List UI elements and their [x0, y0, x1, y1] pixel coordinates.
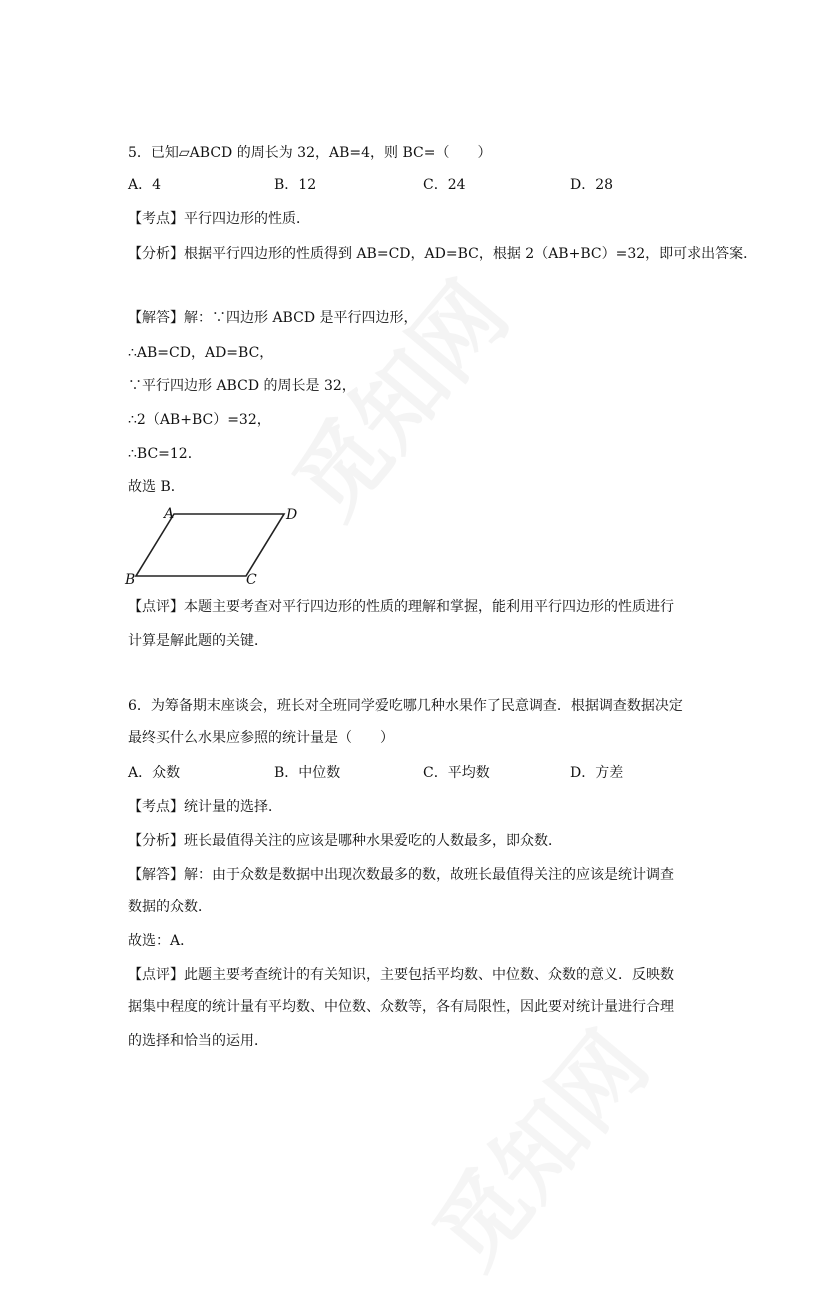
vertex-label-d: D — [286, 507, 298, 523]
q5-question: 5．已知▱ABCD 的周长为 32，AB=4，则 BC=（ ） — [128, 145, 492, 161]
q5-option-b: B．12 — [274, 177, 317, 193]
parallelogram-shape — [136, 514, 284, 576]
watermark — [258, 250, 531, 540]
q6-jieda-line-2: 数据的众数． — [128, 899, 212, 915]
q5-option-a: A．4 — [128, 177, 162, 193]
vertex-label-c: C — [246, 572, 257, 588]
q5-kaodian: 【考点】平行四边形的性质． — [128, 211, 310, 227]
q5-option-d: D．28 — [570, 177, 614, 193]
q5-fenxi: 【分析】根据平行四边形的性质得到 AB=CD，AD=BC，根据 2（AB+BC）=32，即可求出答案． — [128, 246, 758, 262]
q6-dianping-line-2: 据集中程度的统计量有平均数、中位数、众数等，各有局限性，因此要对统计量进行合理 — [128, 999, 674, 1015]
vertex-label-a: A — [164, 506, 175, 522]
q6-question-line-1: 6．为筹备期末座谈会，班长对全班同学爱吃哪几种水果作了民意调查．根据调查数据决定 — [128, 698, 683, 714]
parallelogram-figure — [122, 502, 302, 588]
q5-jieda-line-2: ∴AB=CD，AD=BC， — [128, 345, 274, 361]
q5-answer: 故选 B． — [128, 479, 185, 495]
q5-jieda-line-3: ∵平行四边形 ABCD 的周长是 32， — [128, 378, 356, 394]
q5-jieda-line-5: ∴BC=12． — [128, 446, 202, 462]
q6-jieda-line-1: 【解答】解：由于众数是数据中出现次数最多的数，故班长最值得关注的应该是统计调查 — [128, 867, 674, 883]
q6-question-line-2: 最终买什么水果应参照的统计量是（ ） — [128, 730, 394, 746]
q6-dianping-line-3: 的选择和恰当的运用． — [128, 1033, 268, 1049]
q6-option-d: D．方差 — [570, 765, 624, 781]
q5-jieda-line-1: 【解答】解：∵四边形 ABCD 是平行四边形， — [128, 310, 418, 326]
q5-dianping-line-2: 计算是解此题的关键． — [128, 633, 268, 649]
q6-option-c: C．平均数 — [423, 765, 490, 781]
vertex-label-b: B — [125, 572, 136, 588]
q6-option-a: A．众数 — [128, 765, 181, 781]
q6-dianping-line-1: 【点评】此题主要考查统计的有关知识，主要包括平均数、中位数、众数的意义．反映数 — [128, 967, 674, 983]
q6-answer: 故选：A． — [128, 933, 195, 949]
q5-option-c: C．24 — [423, 177, 466, 193]
q6-fenxi: 【分析】班长最值得关注的应该是哪种水果爱吃的人数最多，即众数． — [128, 833, 562, 849]
q6-option-b: B．中位数 — [274, 765, 341, 781]
q6-kaodian: 【考点】统计量的选择． — [128, 799, 282, 815]
q5-jieda-line-4: ∴2（AB+BC）=32， — [128, 412, 271, 428]
watermark-bottom — [398, 1000, 671, 1290]
q5-dianping-line-1: 【点评】本题主要考查对平行四边形的性质的理解和掌握，能利用平行四边形的性质进行 — [128, 599, 674, 615]
